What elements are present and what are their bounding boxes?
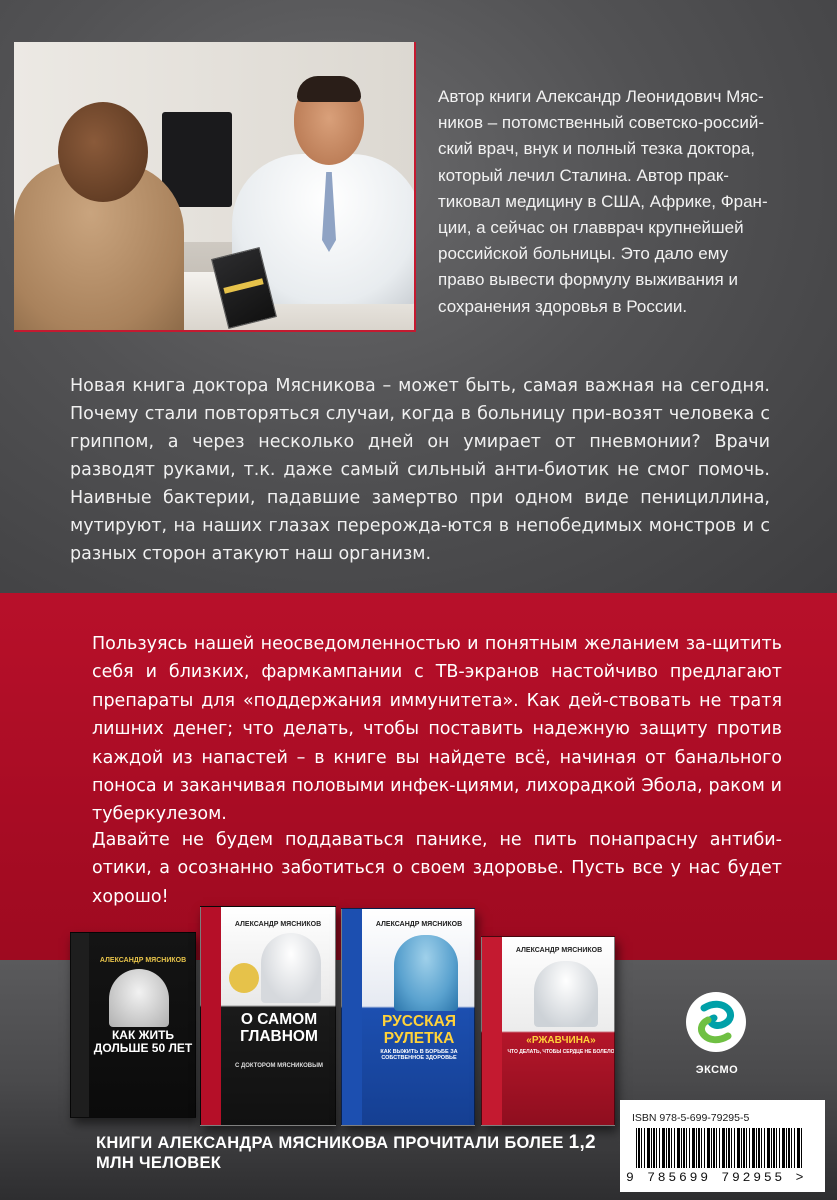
book-author-photo: [534, 961, 598, 1027]
book-title: О САМОМ ГЛАВНОМ: [240, 1011, 318, 1045]
book-subtitle: ЧТО ДЕЛАТЬ, ЧТОБЫ СЕРДЦЕ НЕ БОЛЕЛО: [507, 1049, 615, 1055]
book-title: «РЖАВЧИНА»: [526, 1035, 596, 1046]
photo-doctor-hair: [297, 76, 361, 102]
book-author-photo: [109, 969, 169, 1027]
author-bio-line: тиковал медицину в США, Африке, Фран-: [438, 191, 768, 211]
author-bio-line: право вывести формулу выживания и: [438, 270, 738, 290]
book-cover-3: [341, 908, 475, 1126]
author-photo: [14, 42, 416, 332]
book-spine: [71, 933, 89, 1117]
author-bio-line: ников – потомственный советско-россий-: [438, 113, 764, 133]
barcode-number: 9 785699 792955 >: [626, 1170, 807, 1185]
red-paragraph-2: [92, 826, 782, 911]
footer-suffix: МЛН ЧЕЛОВЕК: [96, 1154, 222, 1172]
author-bio-line: российской больницы. Это дало ему: [438, 244, 729, 264]
red-paragraph-1-text: Пользуясь нашей неосведомленностью и понятным желанием за-щитить себя и близких, фармкампании с ТВ-экранов настойчиво предлагают препараты для «поддержания иммунитета». Как дей-ствовать не тратя лишних денег; что делать, чтобы поставить надежную защиту против каждой из напастей – в книге вы найдете всё, начиная от банального поноса и заканчивая половыми инфек-циями, лихорадкой Эбола, раком и туберкулезом.: [92, 634, 782, 825]
book-spine: [342, 909, 362, 1125]
book-author: АЛЕКСАНДР МЯСНИКОВ: [515, 947, 603, 954]
author-bio-line: Автор книги Александр Леонидович Мяс-: [438, 87, 764, 106]
photo-woman-head: [58, 102, 148, 202]
book-author: АЛЕКСАНДР МЯСНИКОВ: [99, 957, 187, 964]
book-author-photo: [261, 933, 321, 1003]
author-bio-line: сохранения здоровья в России.: [438, 296, 688, 316]
book-subtitle: КАК ВЫЖИТЬ В БОРЬБЕ ЗА СОБСТВЕННОЕ ЗДОРОВЬЕ: [380, 1049, 458, 1061]
book-badge: [229, 963, 259, 993]
isbn-label: ISBN 978-5-699-79295-5: [632, 1112, 750, 1124]
book-title: КАК ЖИТЬ ДОЛЬШЕ 50 ЛЕТ: [93, 1028, 193, 1055]
publisher-name: ЭКСМО: [695, 1064, 739, 1076]
book-spine: [482, 937, 502, 1125]
author-bio-line: ции, а сейчас он главврач крупнейшей: [438, 218, 744, 238]
book-cover-4: [481, 936, 615, 1126]
intro-text: Новая книга доктора Мясникова – может быть, самая важная на сегодня. Почему стали повторяться случаи, когда в больницу при-возят человека с гриппом, а через несколько дней он умирает от пневмонии? Врачи разводят руками, т.к. даже самый сильный анти-биотик не смог помочь. Наивные бактерии, падавшие замертво при одном виде пенициллина, мутируют, на наших глазах перерожда-ются в непобедимых монстров и с разных сторон атакуют наш организм.: [70, 376, 770, 564]
intro-paragraph: [70, 372, 770, 568]
book-cover-2: [200, 906, 336, 1126]
red-paragraph-2-text: Давайте не будем поддаваться панике, не пить понапрасну антиби-отики, а осознанно заботиться о своем здоровье. Пусть все у нас будет хорошо!: [92, 830, 782, 907]
book-author: АЛЕКСАНДР МЯСНИКОВ: [234, 921, 322, 928]
book-subtitle: С ДОКТОРОМ МЯСНИКОВЫМ: [234, 1063, 323, 1069]
book-spine: [201, 907, 221, 1125]
author-bio: [438, 84, 808, 320]
footer-highlight: 1,2: [568, 1132, 596, 1153]
red-paragraph-1: [92, 630, 782, 829]
footer-prefix: КНИГИ АЛЕКСАНДРА МЯСНИКОВА ПРОЧИТАЛИ БОЛЕЕ: [96, 1134, 569, 1152]
author-bio-line: который лечил Сталина. Автор прак-: [438, 165, 729, 185]
book-title: РУССКАЯ РУЛЕТКА: [382, 1013, 456, 1047]
book-author: АЛЕКСАНДР МЯСНИКОВ: [375, 921, 463, 928]
book-cover-1: [70, 932, 196, 1118]
eksmo-logo-icon: [684, 990, 748, 1054]
barcode-icon: [636, 1128, 802, 1168]
footer-tagline: [96, 1132, 616, 1173]
author-bio-line: ский врач, внук и полный тезка доктора,: [438, 139, 755, 159]
book-author-photo: [394, 935, 458, 1011]
